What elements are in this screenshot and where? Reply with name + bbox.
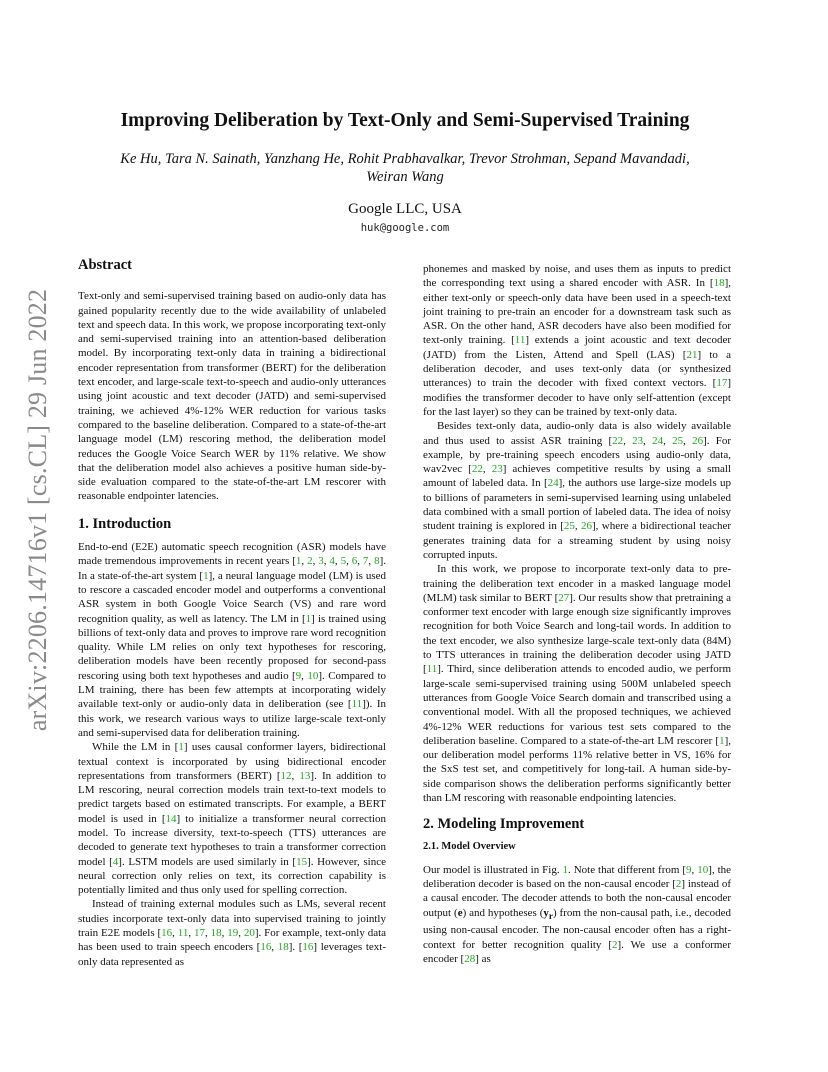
citation-link[interactable]: 10: [697, 863, 709, 876]
math-symbol-e: e: [457, 906, 463, 919]
citation-link[interactable]: 24: [547, 477, 559, 490]
citation-link[interactable]: 23: [491, 463, 503, 476]
math-symbol-y: $y_r$: [543, 906, 553, 921]
model-overview-heading: 2.1. Model Overview: [423, 840, 516, 852]
citation-link[interactable]: 14: [165, 812, 177, 825]
affiliation: Google LLC, USA: [348, 201, 462, 217]
citation-link[interactable]: 11: [351, 698, 363, 711]
citation-link[interactable]: 16: [302, 941, 314, 954]
intro-paragraph-2: While the LM in [1] uses causal conformer layers, bidirectional textual context is incorporated by using bidirectional encoder representations from transformers (BERT) [12, 13]. In addition to LM rescoring, neural correction models train text-to-text models to predict targets based on estimated transcripts. For example, a BERT model is used in [14] to initialize a transformer neural correction model. To increase diversity, text-to-speech (TTS) utterances are decoded to generate text hypotheses to train a transformer correction model [4]. LSTM models are used similarly in [15]. However, since neural correction only relies on text, its correction capability is potentially limited and thus only used for spelling correction.: [78, 741, 387, 897]
citation-link[interactable]: 11: [514, 334, 526, 347]
citation-link[interactable]: 10: [307, 669, 319, 682]
citation-link[interactable]: 18: [210, 927, 222, 940]
citation-link[interactable]: 5: [340, 555, 347, 568]
intro-paragraph-3: Instead of training external modules such as LMs, several recent studies incorporate text-only data into supervised training to jointly train E2E models [16, 11, 17, 18, 19, 20]. For example, text-only data has been used to train speech encoders [16, 18]. [16] leverages text-only data represented as: [78, 898, 387, 968]
citation-link[interactable]: 13: [299, 769, 311, 782]
citation-link[interactable]: 24: [652, 434, 664, 447]
citation-link[interactable]: 22: [612, 434, 624, 447]
related-work-paragraph-2: Besides text-only data, audio-only data is also widely available and thus used to assist ASR training [22, 23, 24, 25, 26]. For example, by pre-training speech encoders using audio-only data, wav2vec [22, 23] achieves competitive results by using a small amount of labeled data. In [24], the authors use large-size models up to billions of parameters in semi-supervised learning using unlabeled data combined with a small portion of labeled data. The idea of noisy student training is explored in [25, 26], where a bidirectional teacher generates training data for a streaming student by using noisy corrupted inputs.: [423, 420, 732, 561]
intro-paragraph-1: End-to-end (E2E) automatic speech recognition (ASR) models have made tremendous improvements in recent years [1, 2, 3, 4, 5, 6, 7, 8]. In a state-of-the-art system [1], a neural language model (LM) is used to rescore a cascaded encoder model and outperforms a conventional ASR system in both Google Voice Search (VS) and rare word recognition quality, as well as latency. The LM in [1] is trained using billions of text-only data and proves to improve rare word recognition quality. While LM relies on only text hypotheses for rescoring, deliberation models have been recently proposed for second-pass rescoring using both text hypotheses and audio [9, 10]. Compared to LM training, there has been few attempts at incorporating widely available text-only or audio-only data in deliberation (see [11]). In this work, we research various ways to utilize large-scale text-only and semi-supervised data for deliberation training.: [78, 541, 387, 739]
citation-link[interactable]: 2: [307, 555, 313, 568]
authors-line-1: Ke Hu, Tara N. Sainath, Yanzhang He, Rohit Prabhavalkar, Trevor Strohman, Sepand Mavandadi,: [120, 151, 690, 167]
citation-link[interactable]: 16: [161, 927, 173, 940]
abstract-heading: Abstract: [78, 257, 132, 273]
citation-link[interactable]: 17: [716, 377, 728, 390]
citation-link[interactable]: 1: [305, 612, 312, 625]
citation-link[interactable]: 1: [178, 741, 184, 754]
citation-link[interactable]: 20: [243, 927, 255, 940]
citation-link[interactable]: 18: [277, 941, 289, 954]
citation-link[interactable]: 1: [295, 555, 302, 568]
author-email: huk@google.com: [360, 222, 450, 234]
figure-link[interactable]: 1: [562, 863, 569, 876]
arxiv-stamp: arXiv:2206.14716v1 [cs.CL] 29 Jun 2022: [23, 288, 52, 732]
citation-link[interactable]: 26: [581, 520, 593, 533]
citation-link[interactable]: 8: [374, 555, 380, 568]
citation-link[interactable]: 18: [713, 277, 725, 290]
citation-link[interactable]: 25: [672, 434, 684, 447]
citation-link[interactable]: 3: [318, 555, 324, 568]
left-column: [78, 258, 386, 969]
citation-link[interactable]: 2: [611, 938, 618, 951]
author-list: [80, 150, 730, 186]
citation-link[interactable]: 17: [193, 927, 205, 940]
model-overview-paragraph: Our model is illustrated in Fig. 1. Note that different from [9, 10], the deliberation decoder is based on the non-causal encoder [2] instead of a causal encoder. The decoder attends to both the non-causal encoder output (e) and hypotheses $(y_r)$ from the non-causal path, i.e., decoded using non-causal encoder. The non-causal encoder often has a right-context for better recognition quality [2]. We use a conformer encoder [28] as: [423, 863, 732, 965]
citation-link[interactable]: 9: [686, 863, 692, 876]
citation-link[interactable]: 26: [692, 434, 704, 447]
citation-link[interactable]: 6: [351, 555, 358, 568]
citation-link[interactable]: 1: [719, 734, 725, 747]
modeling-improvement-heading: 2. Modeling Improvement: [423, 816, 585, 833]
citation-link[interactable]: 2: [675, 878, 682, 891]
citation-link[interactable]: 27: [558, 591, 570, 604]
citation-link[interactable]: 15: [296, 855, 308, 868]
citation-link[interactable]: 7: [362, 555, 369, 568]
citation-link[interactable]: 19: [227, 927, 239, 940]
citation-link[interactable]: 11: [426, 663, 438, 676]
contribution-paragraph: In this work, we propose to incorporate text-only data to pre-training the deliberation text encoder in a masked language model (MLM) task similar to BERT [27]. Our results show that pretraining a conformer text encoder with large enough size significantly improves recognition for both Voice Search and long-tail words. In addition to the text encoder, we also synthesize large-scale text-only data (84M) to TTS utterances in training the deliberation decoder using JATD [11]. Third, since deliberation attends to encoded audio, we perform large-scale semi-supervised training using 500M unlabeled speech utterances from Google Voice Search domain and transcribed using a conventional model. With all the proposed techniques, we achieved 4%-12% WER reductions for various test sets compared to the deliberation baseline. Compared to a state-of-the-art LM rescorer [1], our deliberation model performs 11% relative better in VS, 16% for the SxS test set, and competitively for long-tail. A human side-by-side comparison shows the deliberation performs significantly better than LM rescoring with reasonable endpointing latencies.: [423, 563, 731, 804]
citation-link[interactable]: 4: [112, 855, 119, 868]
citation-link[interactable]: 12: [280, 769, 292, 782]
related-work-paragraph-1: phonemes and masked by noise, and uses them as inputs to predict the corresponding text using a shared encoder with ASR. In [18], either text-only or speech-only data have been used in a speech-text joint training to pre-train an encoder for a downstream task such as ASR. On the other hand, ASR decoders have also been modified for text-only training. [11] extends a joint acoustic and text decoder (JATD) from the Listen, Attend and Spell (LAS) [21] to a deliberation decoder, and uses text-only data (or synthesized utterances) to train the decoder with fixed context vectors. [17] modifies the transformer decoder to have only self-attention (except for the last layer) so they can be trained by text-only data.: [423, 263, 732, 418]
citation-link[interactable]: 16: [260, 941, 272, 954]
citation-link[interactable]: 25: [563, 520, 575, 533]
citation-link[interactable]: 11: [177, 927, 189, 940]
citation-link[interactable]: 22: [471, 463, 483, 476]
introduction-heading: 1. Introduction: [78, 515, 172, 532]
citation-link[interactable]: 21: [686, 348, 698, 361]
right-column: [423, 262, 731, 966]
citation-link[interactable]: 28: [464, 952, 476, 965]
citation-link[interactable]: 4: [329, 555, 335, 568]
citation-link[interactable]: 9: [295, 669, 302, 682]
citation-link[interactable]: 1: [203, 569, 209, 582]
paper-title: Improving Deliberation by Text-Only and Semi-Supervised Training: [120, 110, 690, 131]
citation-link[interactable]: 23: [632, 434, 644, 447]
abstract-text: Text-only and semi-supervised training based on audio-only data has gained popularity recently due to the wide availability of unlabeled text and speech data. In this work, we propose incorporating text-only and semi-supervised training into an attention-based deliberation model. By incorporating text-only data in training a bidirectional encoder representation from transformer (BERT) for the deliberation text encoder, and large-scale text-to-speech and audio-only utterances using joint acoustic and text decoder (JATD) and semi-supervised training, we achieved 4%-12% WER reduction for various tasks compared to the baseline deliberation. Compared to a state-of-the-art language model (LM) rescoring method, the deliberation model reduces the Google Voice Search WER by 11% relative. We show that the deliberation model also achieves a positive human side-by-side evaluation compared to the state-of-the-art LM rescorer with reasonable endpointer latencies.: [78, 290, 386, 503]
authors-line-2: Weiran Wang: [366, 169, 444, 185]
